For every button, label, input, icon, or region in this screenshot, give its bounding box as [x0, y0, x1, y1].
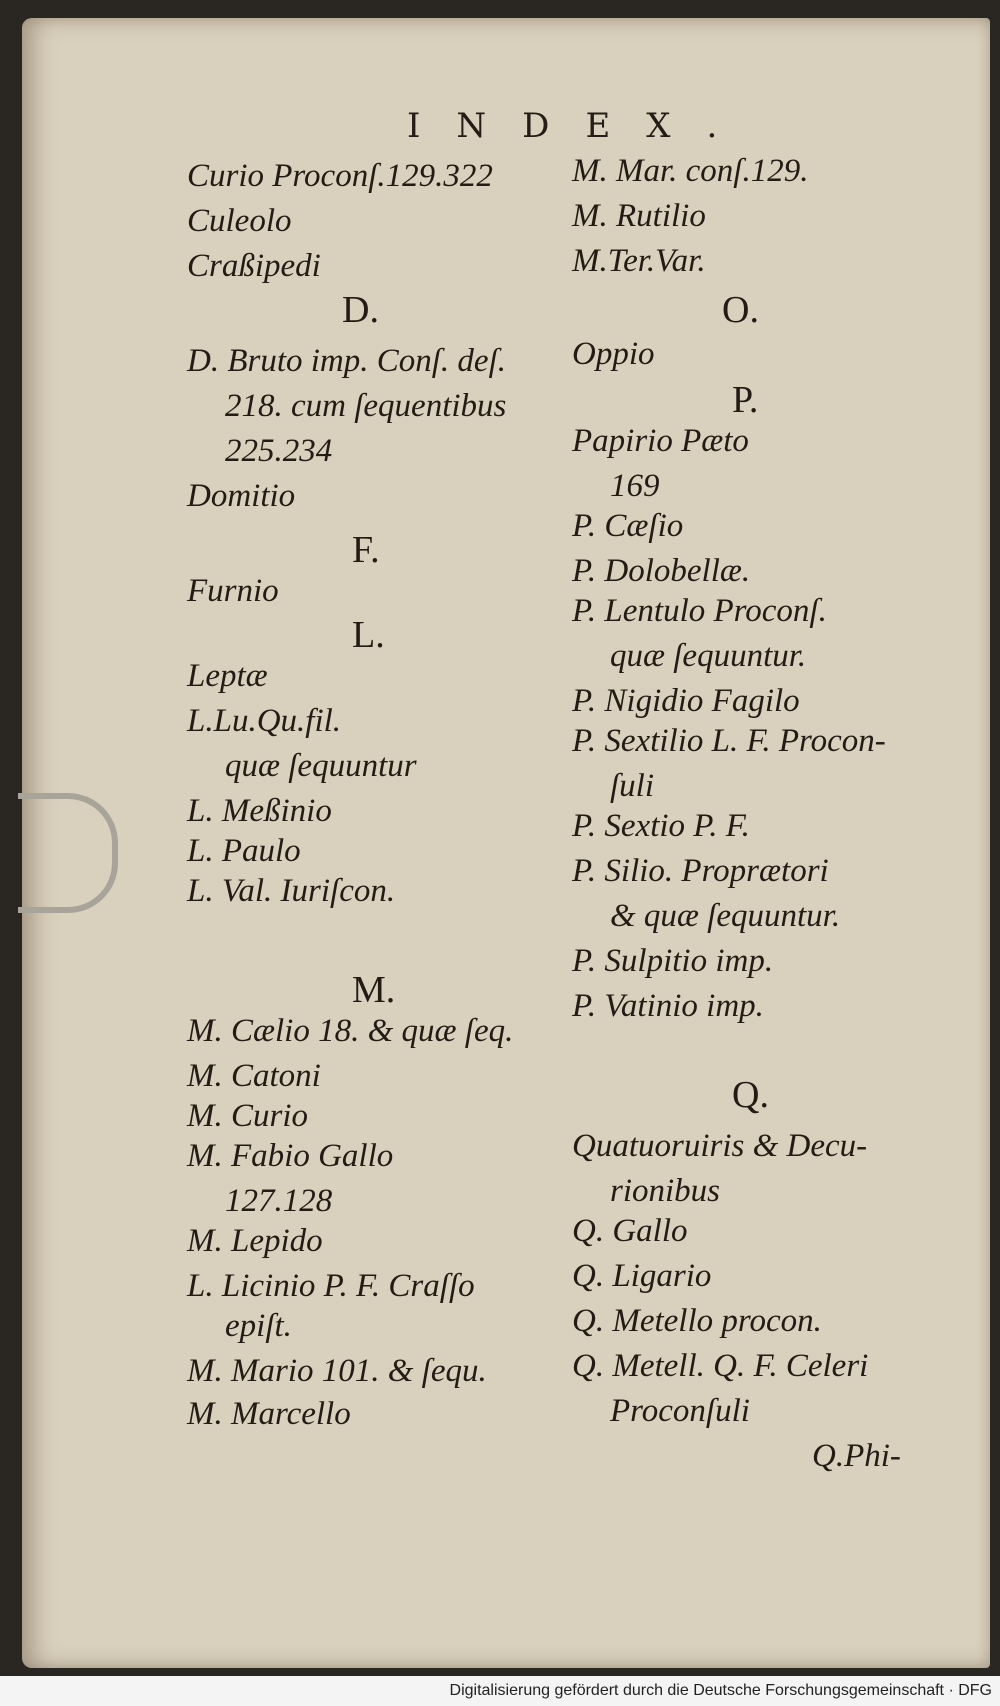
index-entry: L.Lu.Qu.fil.: [187, 703, 342, 739]
index-entry: P. Vatinio imp.: [572, 988, 764, 1024]
section-letter: P.: [732, 379, 759, 421]
index-entry: rionibus: [610, 1173, 721, 1209]
index-entry: M. Cælio 18. & quæ ſeq.: [187, 1013, 514, 1049]
index-entry: P. Cæſio: [572, 508, 684, 544]
index-entry: quæ ſequuntur.: [610, 638, 807, 674]
section-letter: L.: [352, 614, 385, 656]
section-letter: D.: [342, 289, 379, 331]
index-entry: M. Fabio Gallo: [187, 1138, 394, 1174]
index-entry: ſuli: [610, 768, 655, 804]
index-entry: P. Sulpitio imp.: [572, 943, 774, 979]
section-letter: F.: [352, 529, 380, 571]
index-entry: P. Sextilio L. F. Procon-: [572, 723, 886, 759]
index-entry: 169: [610, 468, 660, 504]
page-clip: [18, 793, 118, 913]
index-entry: P. Lentulo Proconſ.: [572, 593, 827, 629]
section-letter: O.: [722, 289, 759, 331]
index-entry: Craßipedi: [187, 248, 321, 284]
index-entry: L. Meßinio: [187, 793, 332, 829]
index-entry: 218. cum ſequentibus: [225, 388, 507, 424]
index-entry: Quatuoruiris & Decu-: [572, 1128, 868, 1164]
index-entry: M. Rutilio: [572, 198, 706, 234]
index-entry: quæ ſequuntur: [225, 748, 417, 784]
index-entry: Curio Proconſ.129.322: [187, 158, 493, 194]
index-entry: L. Paulo: [187, 833, 301, 869]
index-entry: & quæ ſequuntur.: [610, 898, 841, 934]
index-entry: P. Nigidio Fagilo: [572, 683, 800, 719]
index-entry: M. Marcello: [187, 1396, 351, 1432]
index-entry: P. Sextio P. F.: [572, 808, 750, 844]
index-entry: L. Val. Iuriſcon.: [187, 873, 396, 909]
book-page: [22, 18, 990, 1668]
index-entry: Oppio: [572, 336, 655, 372]
index-entry: M. Mar. conſ.129.: [572, 153, 809, 189]
index-entry: P. Dolobellæ.: [572, 553, 751, 589]
index-entry: L. Licinio P. F. Craſſo: [187, 1268, 475, 1304]
index-entry: M. Curio: [187, 1098, 309, 1134]
digitization-footer: Digitalisierung gefördert durch die Deutsche Forschungsgemeinschaft · DFG: [0, 1676, 1000, 1706]
page-header: INDEX.: [407, 106, 754, 146]
index-entry: M. Catoni: [187, 1058, 321, 1094]
index-entry: M. Mario 101. & ſequ.: [187, 1353, 487, 1389]
index-entry: 225.234: [225, 433, 333, 469]
index-entry: Papirio Pæto: [572, 423, 749, 459]
index-entry: P. Silio. Proprætori: [572, 853, 829, 889]
index-entry: Leptæ: [187, 658, 268, 694]
index-entry: Q. Ligario: [572, 1258, 712, 1294]
index-entry: Proconſuli: [610, 1393, 750, 1429]
index-entry: Q.Phi-: [812, 1438, 901, 1474]
index-entry: M. Lepido: [187, 1223, 323, 1259]
section-letter: M.: [352, 969, 396, 1011]
index-entry: D. Bruto imp. Conſ. deſ.: [187, 343, 506, 379]
index-entry: M.Ter.Var.: [572, 243, 706, 279]
index-entry: Q. Metello procon.: [572, 1303, 822, 1339]
index-entry: epiſt.: [225, 1308, 292, 1344]
section-letter: Q.: [732, 1074, 769, 1116]
index-entry: Q. Gallo: [572, 1213, 688, 1249]
index-entry: 127.128: [225, 1183, 333, 1219]
index-entry: Culeolo: [187, 203, 292, 239]
index-entry: Domitio: [187, 478, 296, 514]
index-entry: Q. Metell. Q. F. Celeri: [572, 1348, 869, 1384]
index-entry: Furnio: [187, 573, 279, 609]
